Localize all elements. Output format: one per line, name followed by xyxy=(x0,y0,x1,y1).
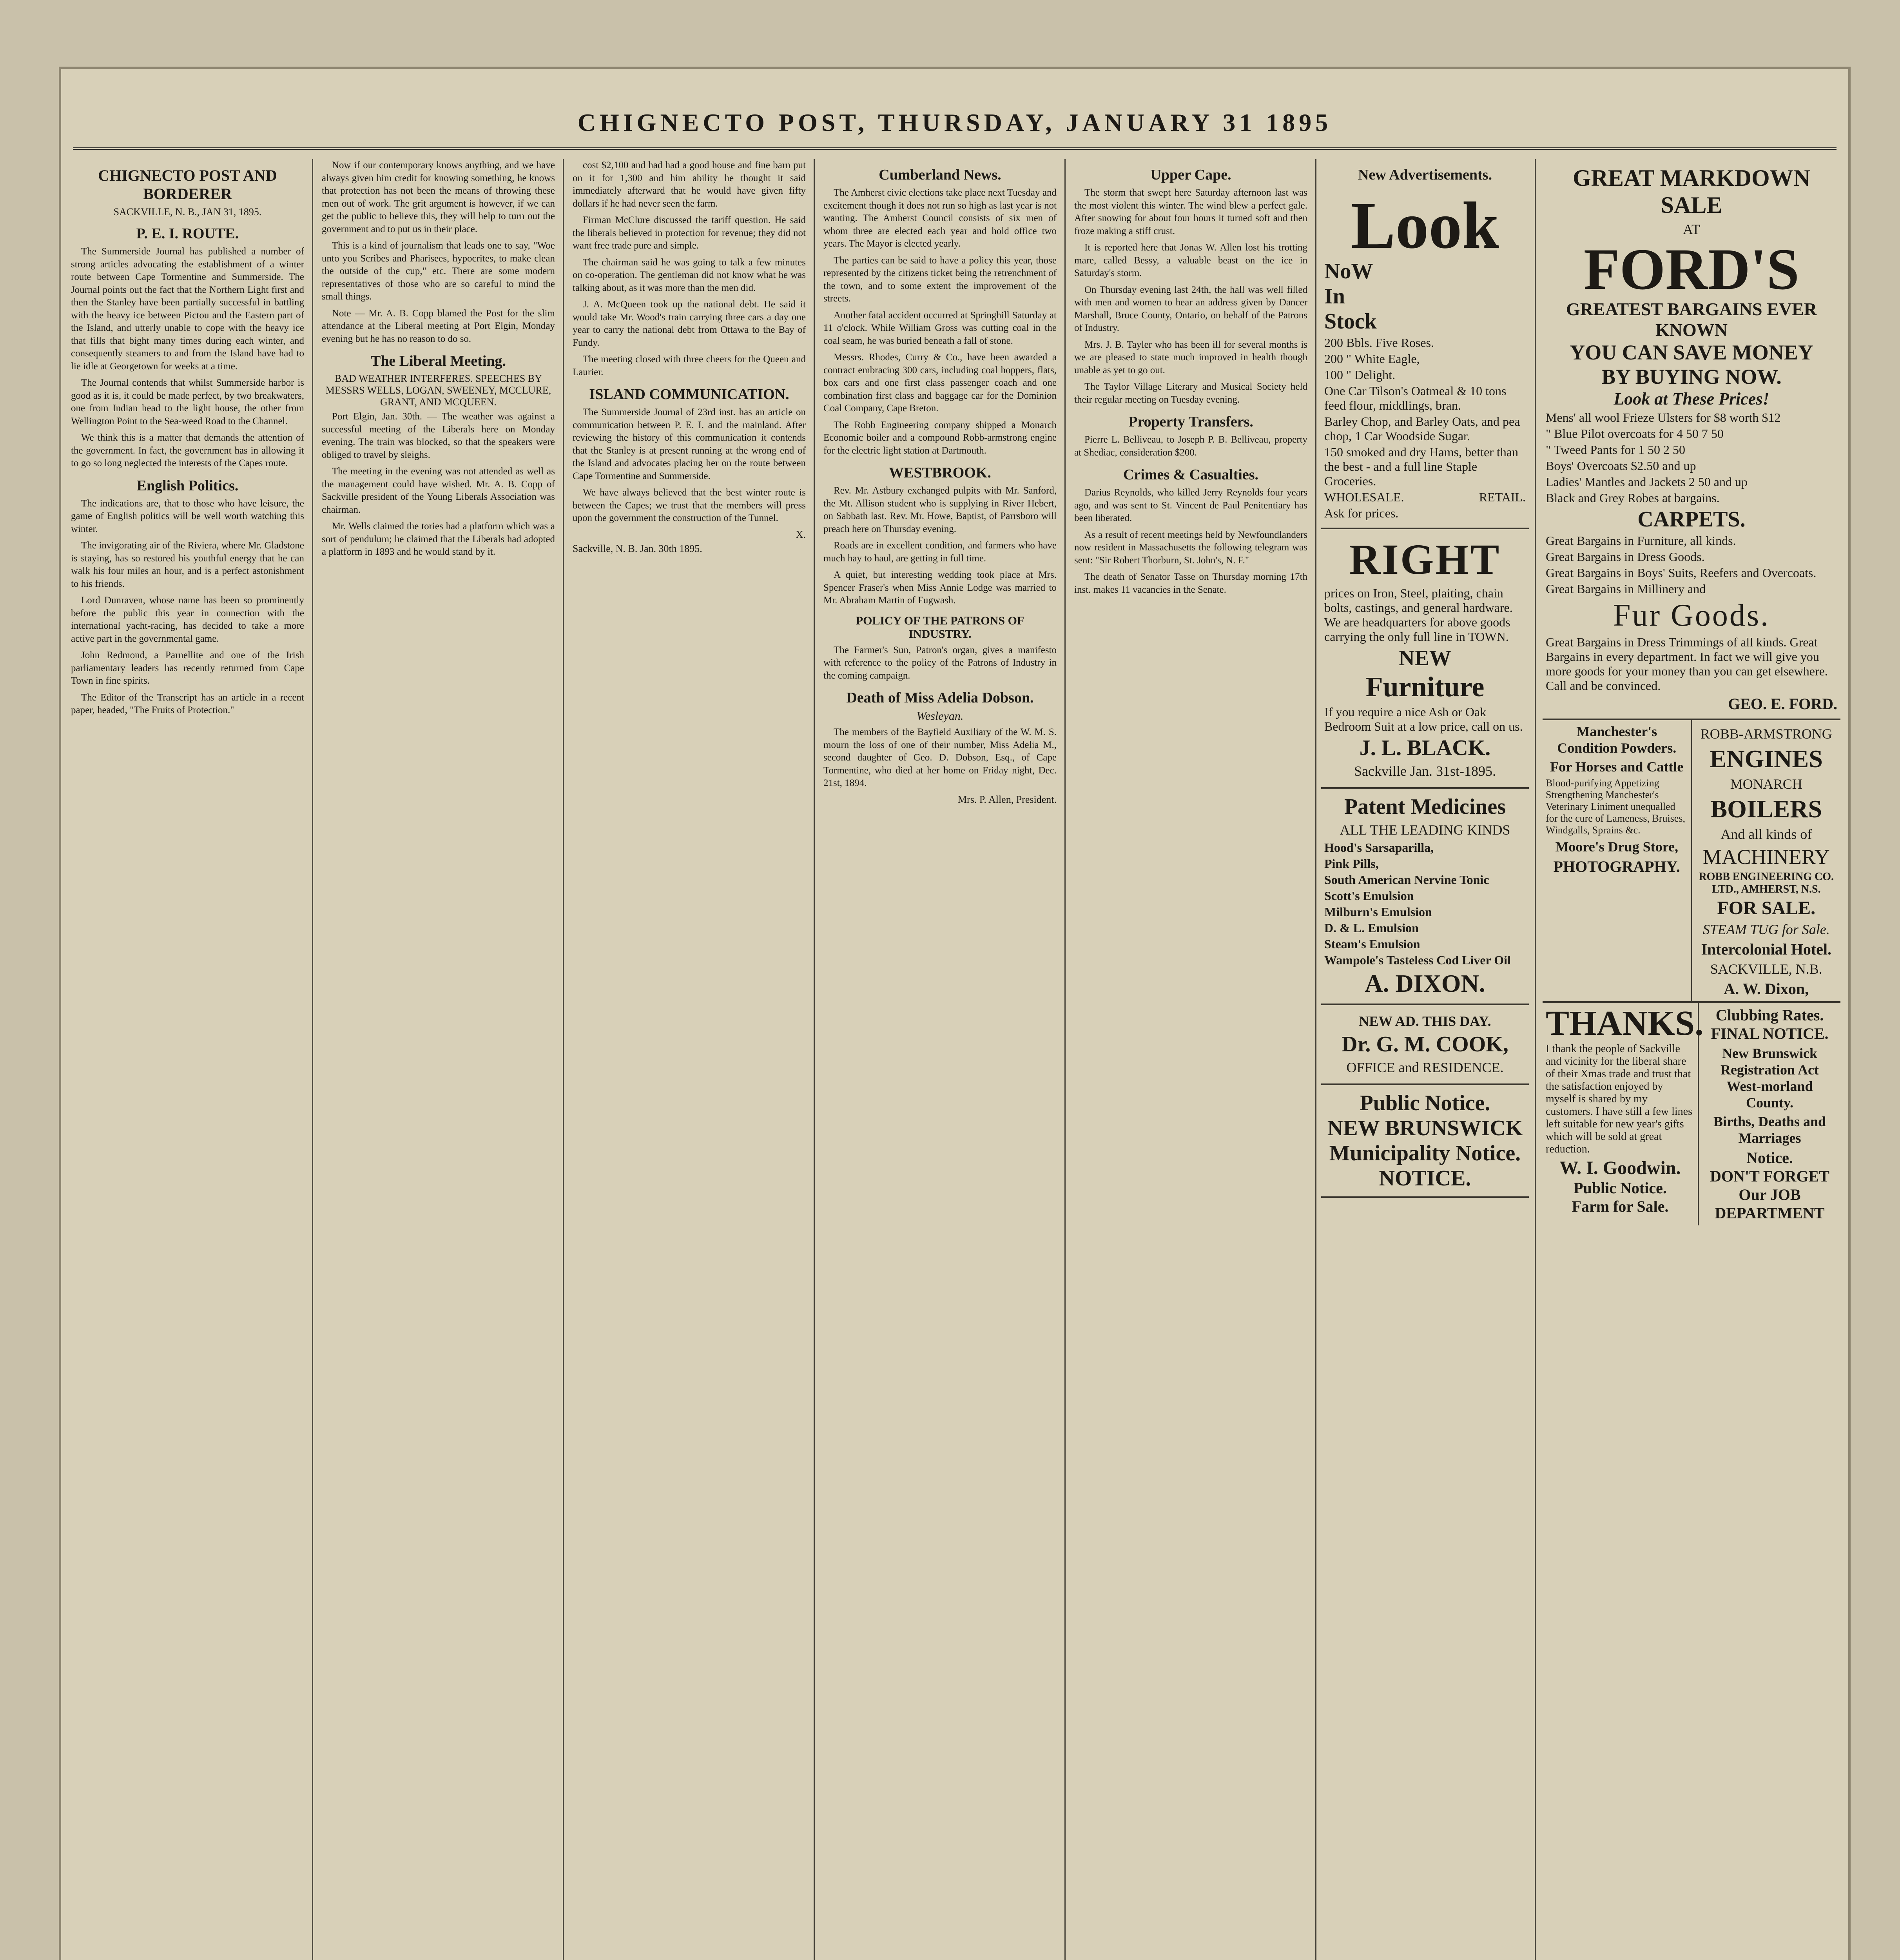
ads-heading: New Advertisements. xyxy=(1358,167,1492,183)
sale-line: GREATEST BARGAINS EVER KNOWN xyxy=(1566,299,1817,340)
bargain-line: Great Bargains in Boys' Suits, Reefers and Overcoats. xyxy=(1546,566,1817,580)
notice-heading: NEW BRUNSWICK xyxy=(1327,1116,1523,1140)
article-paragraph: Note — Mr. A. B. Copp blamed the Post for the slim attendance at the Liberal meeting at Port Elgin, Monday evening but he has no reason to do so. xyxy=(322,308,555,344)
engines-word: ENGINES xyxy=(1710,745,1823,773)
ad-text: Barley Chop, and Barley Oats, and pea chop, 1 Car Woodside Sugar. xyxy=(1324,414,1520,443)
ad-subheading: ALL THE LEADING KINDS xyxy=(1340,822,1510,838)
hotel-name: Intercolonial Hotel. xyxy=(1701,940,1832,958)
article-paragraph: J. A. McQueen took up the national debt. He said it would take Mr. Wood's train carrying three cars a day one year to carry the national debt from Ottawa to the Bay of Fundy. xyxy=(573,299,806,348)
newspaper-page xyxy=(59,67,1851,1960)
machinery-word: MACHINERY xyxy=(1702,845,1830,869)
column-divider xyxy=(1315,159,1316,1960)
article-paragraph: The parties can be said to have a policy this year, those represented by the citizens ticket being the retrenchment of the town, and to some extent the improvement of the streets. xyxy=(823,255,1057,304)
job-department-ad: DON'T FORGET Our JOB DEPARTMENT xyxy=(1710,1167,1829,1222)
article-heading: Crimes & Casualties. xyxy=(1123,466,1259,483)
article-paragraph: Pierre L. Belliveau, to Joseph P. B. Belliveau, property at Shediac, consideration $200. xyxy=(1074,434,1307,458)
article-paragraph: Now if our contemporary knows anything, and we have always given him credit for knowing something, he knows that protection has not been the means of throwing these men out of work. The grit argument is however, if we can get the public to believe this, they will help to turn out the government and to put us in their place. xyxy=(322,160,555,234)
article-paragraph: The chairman said he was going to talk a few minutes on co-operation. The gentleman did not know what he was talking about, as it was more than the men did. xyxy=(573,257,806,293)
advertiser-name: A. DIXON. xyxy=(1365,969,1485,997)
paper-title: CHIGNECTO POST AND BORDERER xyxy=(98,167,277,203)
office-label: OFFICE and RESIDENCE. xyxy=(1346,1060,1504,1075)
in-word: In xyxy=(1324,284,1345,309)
column-7-ads xyxy=(1543,159,1840,1960)
column-2 xyxy=(322,159,555,1960)
column-divider xyxy=(563,159,564,1960)
article-paragraph: Port Elgin, Jan. 30th. — The weather was against a successful meeting of the Liberals here on Monday evening. The train was blocked, so that the speakers were obliged to travel by sleighs. xyxy=(322,411,555,460)
medicine-item: Hood's Sarsaparilla, xyxy=(1324,840,1434,855)
article-heading: ISLAND COMMUNICATION. xyxy=(589,386,789,403)
article-paragraph: The members of the Bayfield Auxiliary of the W. M. S. mourn the loss of one of their number, Miss Adelia M., second daughter of Geo. D. Dobson, Esq., of Cape Tormentine, who died at her home on Friday night, Dec. 21st, 1894. xyxy=(823,727,1057,788)
ad-heading: Patent Medicines xyxy=(1344,795,1506,819)
thanks-ad xyxy=(1543,1003,1704,1225)
company-name: ROBB ENGINEERING CO. LTD., AMHERST, N.S. xyxy=(1699,871,1834,895)
clubbing-heading: Clubbing Rates. xyxy=(1715,1006,1824,1024)
article-paragraph: The meeting in the evening was not attended as well as the management could have wished. Mr. A. B. Copp of Sackville president of the Young Liberals Association was chairman. xyxy=(322,466,555,515)
article-paragraph: The storm that swept here Saturday afternoon last was the most violent this winter. The wind blew a perfect gale. After snowing for about four hours it turned soft and then froze making a stiff crust. xyxy=(1074,187,1307,236)
article-paragraph: The Farmer's Sun, Patron's organ, gives a manifesto with reference to the policy of the Patrons of Industry in the coming campaign. xyxy=(823,644,1057,681)
article-paragraph: The Journal contends that whilst Summerside harbor is good as it is, it could be made perfect, by two breakwaters, one from Indian head to the light house, the other from Wellington Point to the Sea-weed Road to the Channel. xyxy=(71,377,304,426)
prices-heading: Look at These Prices! xyxy=(1614,389,1769,408)
medicine-item: Scott's Emulsion xyxy=(1324,889,1414,903)
ad-text: I thank the people of Sackville and vicinity for the liberal share of their Xmas trade and trust that the satisfaction enjoyed by myself is shared by my customers. I have still a few lines left suitable for new year's gifts which will be sold at great reduction. xyxy=(1546,1043,1693,1155)
article-paragraph: The Editor of the Transcript has an article in a recent paper, headed, "The Fruits of Protection." xyxy=(71,692,304,715)
right-word: RIGHT xyxy=(1349,535,1501,583)
stock-word: Stock xyxy=(1324,309,1377,334)
article-paragraph: Darius Reynolds, who killed Jerry Reynolds four years ago, and was sent to St. Vincent de Paul Penitentiary has been liberated. xyxy=(1074,487,1307,523)
robb-heading: ROBB-ARMSTRONG xyxy=(1700,726,1832,742)
column-divider xyxy=(1064,159,1066,1960)
notices xyxy=(1321,1085,1529,1198)
stock-item: 200 Bbls. Five Roses. xyxy=(1324,336,1434,350)
article-paragraph: On Thursday evening last 24th, the hall was well filled with men and women to hear an address given by Dancer Marshall, Bruce County, Ontario, on behalf of the Patrons of Industry. xyxy=(1074,284,1307,333)
thanks-heading: THANKS. xyxy=(1546,1004,1704,1043)
advertiser-name: W. I. Goodwin. xyxy=(1559,1158,1681,1178)
ad-text: Blood-purifying Appetizing Strengthening Manchester's Veterinary Liniment unequalled for the cure of Lameness, Bruises, Windgalls, Sprains &c. xyxy=(1546,777,1685,836)
wholesale-label: WHOLESALE. xyxy=(1324,490,1404,504)
article-heading: Cumberland News. xyxy=(879,167,1001,183)
ad-date: Sackville Jan. 31st-1895. xyxy=(1354,763,1496,779)
article-paragraph: Roads are in excellent condition, and farmers who have much hay to haul, are getting in full time. xyxy=(823,540,1057,564)
notice-heading: Public Notice. xyxy=(1574,1179,1667,1197)
article-paragraph: Lord Dunraven, whose name has been so prominently before the public this year in connection with the international yacht-racing, has decided to take a more active part in the governmental game. xyxy=(71,595,304,644)
ad-subheading: For Horses and Cattle xyxy=(1550,759,1684,775)
ad-text: Ask for prices. xyxy=(1324,506,1399,520)
article-paragraph: This is a kind of journalism that leads one to say, "Woe unto you Scribes and Pharisees, hypocrites, to make clean the outside of the cup," etc. There are some modern representatives of those who are so careful to mind the small things. xyxy=(322,240,555,302)
article-paragraph: The Taylor Village Literary and Musical Society held their regular meeting on Tuesday evening. xyxy=(1074,381,1307,405)
masthead: CHIGNECTO POST, THURSDAY, JANUARY 31 1895 xyxy=(577,109,1332,136)
advertiser-name: GEO. E. FORD. xyxy=(1728,695,1837,713)
column-divider xyxy=(312,159,313,1960)
monarch-word: MONARCH xyxy=(1730,776,1802,792)
article-paragraph: We think this is a matter that demands the attention of the government. In fact, the government has in allowing it to go so long neglected the interests of the Capes route. xyxy=(71,432,304,468)
article-paragraph: Rev. Mr. Astbury exchanged pulpits with Mr. Sanford, the Mt. Allison student who is supplying in River Hebert, on Sabbath last. Rev. Mr. Howe, Baptist, of Parrsboro will preach here on Thursday evening. xyxy=(823,485,1057,534)
article-paragraph: Firman McClure discussed the tariff question. He said the liberals believed in protection for revenue; they did not want free trade pure and simple. xyxy=(573,215,806,251)
medicine-item: D. & L. Emulsion xyxy=(1324,921,1419,935)
article-paragraph: Mr. Wells claimed the tories had a platform which was a sort of pendulum; he claimed that the Liberals had adopted a platform in 1893 and he would stand by it. xyxy=(322,521,555,557)
price-line: Ladies' Mantles and Jackets 2 50 and up xyxy=(1546,475,1748,489)
notice-heading: Notice. xyxy=(1746,1149,1793,1167)
article-signature: Mrs. P. Allen, President. xyxy=(957,793,1057,805)
for-sale-heading: FOR SALE. xyxy=(1717,898,1816,918)
article-paragraph: John Redmond, a Parnellite and one of the Irish parliamentary leaders has recently returned from Cape Town in fine spirits. xyxy=(71,650,304,686)
article-paragraph: We have always believed that the best winter route is between the Capes; we trust that the members will press upon the government the construction of the Tunnel. xyxy=(573,487,806,523)
article-heading: WESTBROOK. xyxy=(889,465,991,481)
retail-label: RETAIL. xyxy=(1479,490,1526,504)
look-word: Look xyxy=(1351,189,1499,262)
article-heading: The Liberal Meeting. xyxy=(370,353,506,369)
dateline: SACKVILLE, N. B., JAN 31, 1895. xyxy=(113,206,262,218)
bargain-line: Great Bargains in Dress Goods. xyxy=(1546,550,1705,564)
article-subheading: Wesleyan. xyxy=(916,710,964,722)
right-ad xyxy=(1321,529,1529,789)
at-word: AT xyxy=(1683,221,1700,237)
advertiser-name: J. L. BLACK. xyxy=(1359,736,1491,760)
column-1 xyxy=(71,159,304,1960)
article-heading: Death of Miss Adelia Dobson. xyxy=(846,690,1034,706)
article-heading: Upper Cape. xyxy=(1150,167,1231,183)
article-paragraph: The invigorating air of the Riviera, where Mr. Gladstone is staying, has so restored his youthful energy that he can walk his four miles an hour, and is a perfect astonishment to his friends. xyxy=(71,540,304,589)
patent-medicines-ad xyxy=(1321,789,1529,1005)
carpets-heading: CARPETS. xyxy=(1637,507,1746,532)
ad-text: 150 smoked and dry Hams, better than the best - and a full line Staple Groceries. xyxy=(1324,445,1518,488)
now-word: NoW xyxy=(1324,259,1373,283)
notice-heading: Municipality Notice. xyxy=(1329,1141,1521,1165)
ad-text: Great Bargains in Dress Trimmings of all kinds. Great Bargains in every department. In fact we will give you more goods for your money than you can get elsewhere. Call and be convinced. xyxy=(1546,635,1828,693)
medicine-item: Milburn's Emulsion xyxy=(1324,905,1432,919)
fords-name: FORD'S xyxy=(1583,237,1800,302)
masthead-rule xyxy=(73,147,1837,150)
article-paragraph: Messrs. Rhodes, Curry & Co., have been awarded a contract embracing 300 cars, including coal hoppers, flats, box cars and one first class passenger coach and one combination first class and baggage car for the Dominion Coal Company, Cape Breton. xyxy=(823,352,1057,414)
article-paragraph: It is reported here that Jonas W. Allen lost his trotting mare, called Bessy, a valuable beast on the ice in Saturday's storm. xyxy=(1074,242,1307,278)
doctor-ad xyxy=(1321,1005,1529,1085)
medicine-item: Steam's Emulsion xyxy=(1324,937,1420,951)
article-signature: X. xyxy=(796,528,806,540)
column-3 xyxy=(573,159,806,1960)
medicine-item: South American Nervine Tonic xyxy=(1324,873,1489,887)
article-paragraph: The Summerside Journal of 23rd inst. has an article on communication between P. E. I. and the mainland. After reviewing the history of this communication it contends that the Stanley is at present running at the wrong end of the Island and advocates placing her on the route between Cape Tormentine and Summerside. xyxy=(573,407,806,481)
price-line: " Tweed Pants for 1 50 2 50 xyxy=(1546,443,1685,457)
bargain-line: Great Bargains in Furniture, all kinds. xyxy=(1546,534,1736,548)
bargain-line: Great Bargains in Millinery and xyxy=(1546,582,1706,596)
notice-heading: Farm for Sale. xyxy=(1572,1198,1669,1215)
article-paragraph: Mrs. J. B. Tayler who has been ill for several months is we are pleased to state much improved in health though unable as yet to go out. xyxy=(1074,339,1307,376)
article-paragraph: The indications are, that to those who have leisure, the game of English politics will be well worth watching this winter. xyxy=(71,498,304,534)
ads-row xyxy=(1543,1001,1840,1225)
sale-heading: GREAT MARKDOWN SALE xyxy=(1572,165,1811,218)
fur-goods-heading: Fur Goods. xyxy=(1613,598,1770,633)
ads-row xyxy=(1543,720,1840,1001)
ad-text: If you require a nice Ash or Oak Bedroom Suit at a low price, call on us. xyxy=(1324,705,1523,733)
notices-column xyxy=(1699,1003,1840,1225)
ad-text: One Car Tilson's Oatmeal & 10 tons feed flour, middlings, bran. xyxy=(1324,384,1507,412)
dateline: Sackville, N. B. Jan. 30th 1895. xyxy=(573,543,702,554)
price-line: Mens' all wool Frieze Ulsters for $8 worth $12 xyxy=(1546,410,1781,425)
notice-heading: FINAL NOTICE. xyxy=(1711,1025,1829,1042)
sale-line: YOU CAN SAVE MONEY xyxy=(1570,341,1813,364)
furniture-word: Furniture xyxy=(1365,671,1485,702)
ad-heading: PHOTOGRAPHY. xyxy=(1553,858,1680,875)
doctor-name: Dr. G. M. COOK, xyxy=(1342,1032,1508,1056)
price-line: Black and Grey Robes at bargains. xyxy=(1546,491,1720,505)
stock-item: 100 " Delight. xyxy=(1324,368,1396,382)
article-subheading: BAD WEATHER INTERFERES. SPEECHES BY MESSRS WELLS, LOGAN, SWEENEY, MCCLURE, GRANT, AND MCQUEEN. xyxy=(325,373,551,408)
article-paragraph: The Summerside Journal has published a number of strong articles advocating the establishment of a winter route between Cape Tormentine and Summerside. The Journal points out the fact that the Northern Light first and then the Stanley have been partially successful in battling with the heavy ice between Pictou and the Eastern part of the Island, and utterly unable to cope with the heavy ice that fills that bight many times during each winter, and consequently steamers to and from the Island have had to lie idle at Georgetown for weeks at a time. xyxy=(71,246,304,372)
notice-heading: Public Notice. xyxy=(1360,1091,1490,1115)
notice-heading: NOTICE. xyxy=(1379,1166,1471,1191)
column-6-ads xyxy=(1321,159,1529,1960)
column-4 xyxy=(823,159,1057,1960)
robb-ad xyxy=(1692,720,1841,1001)
medicine-item: Pink Pills, xyxy=(1324,857,1379,871)
ad-terms-row xyxy=(1324,490,1526,505)
boilers-word: BOILERS xyxy=(1710,795,1822,823)
article-heading: P. E. I. ROUTE. xyxy=(136,225,239,242)
fords-ad xyxy=(1543,159,1840,720)
article-heading: POLICY OF THE PATRONS OF INDUSTRY. xyxy=(856,614,1024,641)
article-paragraph: cost $2,100 and had had a good house and fine barn put on it for 1,300 and him ability he thought it said immediately afterward that he would have given fifty dollars if he had never seen the farm. xyxy=(573,160,806,209)
article-paragraph: The meeting closed with three cheers for the Queen and Laurier. xyxy=(573,354,806,377)
notice-subheading: New Brunswick Registration Act West-morland County. xyxy=(1721,1045,1819,1111)
notice-subheading: Births, Deaths and Marriages xyxy=(1713,1114,1826,1146)
price-line: Boys' Overcoats $2.50 and up xyxy=(1546,459,1696,473)
article-heading: Property Transfers. xyxy=(1128,414,1253,430)
hotel-place: SACKVILLE, N.B. xyxy=(1710,961,1822,977)
column-5 xyxy=(1074,159,1307,1960)
article-paragraph: A quiet, but interesting wedding took place at Mrs. Spencer Fraser's when Miss Annie Lodge was married to Mr. Abraham Martin of Fugwash. xyxy=(823,570,1057,606)
article-heading: English Politics. xyxy=(136,477,239,494)
ad-heading: Manchester's Condition Powders. xyxy=(1557,724,1677,756)
column-divider xyxy=(814,159,815,1960)
ad-text: prices on Iron, Steel, plaiting, chain bolts, castings, and general hardware. We are headquarters for above goods carrying the only full line in TOWN. xyxy=(1324,586,1513,644)
store-name: Moore's Drug Store, xyxy=(1555,839,1679,855)
article-paragraph: As a result of recent meetings held by Newfoundlanders now resident in Massachusetts the following telegram was sent: "Sir Robert Thorburn, St. John's, N. F." xyxy=(1074,529,1307,566)
article-paragraph: The Robb Engineering company shipped a Monarch Economic boiler and a compound Robb-armstrong engine for the electric light station at Dartmouth. xyxy=(823,419,1057,456)
stock-item: 200 " White Eagle, xyxy=(1324,352,1420,366)
sale-line: BY BUYING NOW. xyxy=(1601,365,1782,388)
article-paragraph: The Amherst civic elections take place next Tuesday and excitement though it does not run so high as last year is not wanting. The Amherst Council consists of six men of whom three are elected each year and hold office two years. The Mayor is elected yearly. xyxy=(823,187,1057,249)
article-paragraph: Another fatal accident occurred at Springhill Saturday at 11 o'clock. While William Gross was cutting coal in the coal seam, he was buried beneath a fall of stone. xyxy=(823,310,1057,346)
steam-tug-line: STEAM TUG for Sale. xyxy=(1702,922,1830,937)
price-line: " Blue Pilot overcoats for 4 50 7 50 xyxy=(1546,426,1724,441)
manchester-ad xyxy=(1543,720,1692,1001)
allkinds-text: And all kinds of xyxy=(1721,826,1812,842)
new-word: NEW xyxy=(1399,646,1451,670)
article-paragraph: The death of Senator Tasse on Thursday morning 17th inst. makes 11 vacancies in the Senate. xyxy=(1074,572,1307,595)
ad-heading: NEW AD. THIS DAY. xyxy=(1359,1013,1491,1029)
medicine-item: Wampole's Tasteless Cod Liver Oil xyxy=(1324,953,1511,967)
look-ad xyxy=(1321,187,1529,529)
proprietor-name: A. W. Dixon, xyxy=(1724,980,1809,998)
column-divider xyxy=(1535,159,1536,1960)
